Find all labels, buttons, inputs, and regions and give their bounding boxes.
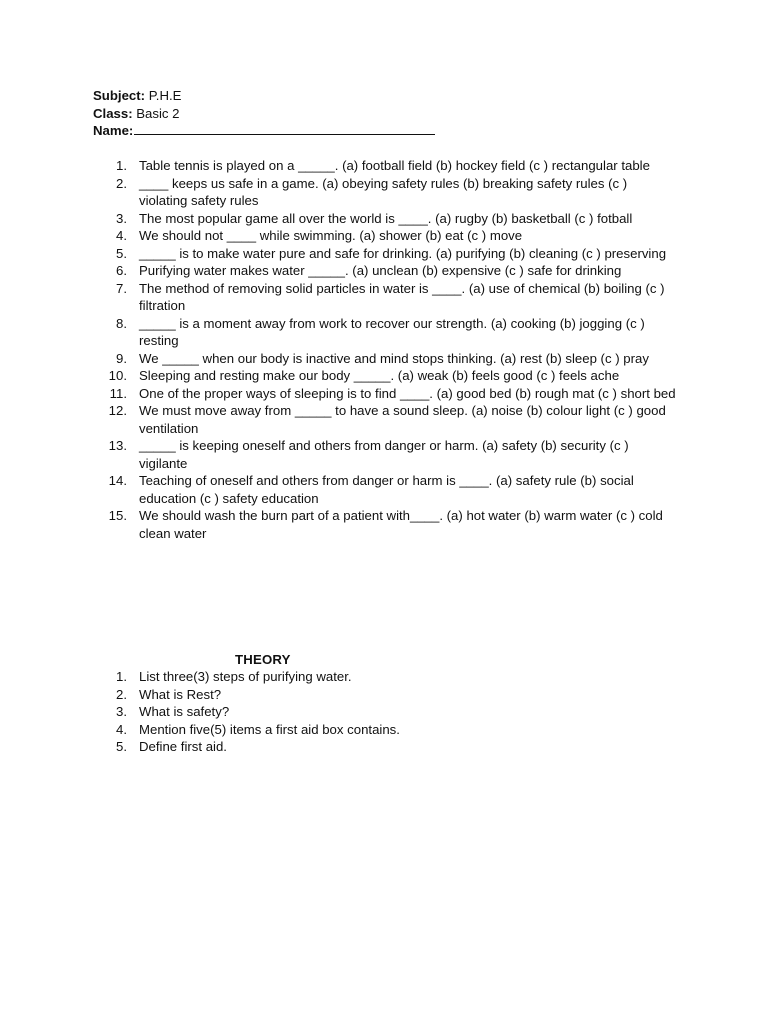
question-number: 3. — [116, 210, 127, 226]
question-item — [0, 507, 768, 542]
question-number: 11. — [109, 385, 127, 401]
name-label: Name: — [93, 123, 134, 138]
subject-value: P.H.E — [148, 88, 182, 103]
theory-number: 5. — [116, 739, 127, 754]
theory-questions-list — [0, 668, 768, 756]
question-item — [0, 175, 768, 210]
question-text: ____ keeps us safe in a game. (a) obeying safety rules (b) breaking safety rules (c ) violating safety rules — [139, 175, 628, 208]
theory-heading: THEORY — [235, 652, 291, 667]
question-text: We must move away from _____ to have a sound sleep. (a) noise (b) colour light (c ) good ventilation — [139, 403, 666, 436]
question-text: We should not ____ while swimming. (a) shower (b) eat (c ) move — [139, 228, 523, 243]
theory-item — [0, 738, 768, 756]
class-label: Class: — [93, 105, 133, 121]
theory-item — [0, 703, 768, 721]
question-item — [0, 210, 768, 228]
question-number: 1. — [116, 158, 127, 173]
theory-item — [0, 686, 768, 704]
name-blank-line — [134, 122, 435, 135]
question-item — [0, 437, 768, 472]
class-line — [93, 105, 435, 123]
question-number: 15. — [108, 508, 127, 523]
question-text: We _____ when our body is inactive and mind stops thinking. (a) rest (b) sleep (c ) pray — [139, 350, 649, 366]
theory-text: What is safety? — [139, 704, 230, 719]
question-number: 5. — [116, 245, 127, 261]
question-item — [0, 280, 768, 315]
question-item — [0, 157, 768, 175]
theory-number: 2. — [116, 686, 127, 702]
question-text: Sleeping and resting make our body _____. (a) weak (b) feels good (c ) feels ache — [139, 368, 620, 383]
question-item — [0, 245, 768, 263]
question-text: The method of removing solid particles in water is ____. (a) use of chemical (b) boiling (c ) filtration — [139, 280, 665, 313]
question-text: Table tennis is played on a _____. (a) football field (b) hockey field (c ) rectangular table — [139, 158, 650, 173]
question-text: _____ is a moment away from work to recover our strength. (a) cooking (b) jogging (c ) resting — [139, 315, 645, 348]
question-number: 7. — [116, 280, 127, 296]
class-value: Basic 2 — [136, 105, 180, 121]
question-number: 9. — [116, 350, 127, 366]
theory-text: Define first aid. — [139, 739, 227, 754]
question-text: We should wash the burn part of a patient with____. (a) hot water (b) warm water (c ) cold clean water — [139, 508, 663, 541]
question-item — [0, 472, 768, 507]
question-number: 12. — [108, 403, 127, 418]
question-text: The most popular game all over the world is ____. (a) rugby (b) basketball (c ) fotball — [139, 210, 633, 226]
worksheet-header — [93, 87, 435, 140]
question-item — [0, 227, 768, 245]
question-item — [0, 350, 768, 368]
question-text: Purifying water makes water _____. (a) unclean (b) expensive (c ) safe for drinking — [139, 263, 622, 278]
theory-text: Mention five(5) items a first aid box contains. — [139, 721, 400, 737]
question-number: 8. — [116, 315, 127, 331]
theory-item — [0, 721, 768, 739]
subject-label: Subject: — [93, 88, 146, 103]
question-number: 10. — [108, 368, 127, 383]
question-item — [0, 315, 768, 350]
question-text: _____ is keeping oneself and others from danger or harm. (a) safety (b) security (c ) vigilante — [139, 438, 629, 471]
question-number: 14. — [108, 473, 127, 488]
question-item — [0, 385, 768, 403]
question-number: 13. — [108, 438, 127, 453]
theory-item — [0, 668, 768, 686]
question-number: 2. — [116, 175, 127, 191]
theory-number: 1. — [116, 669, 127, 684]
question-text: Teaching of oneself and others from danger or harm is ____. (a) safety rule (b) social education (c ) safety education — [139, 473, 634, 506]
name-line — [93, 122, 435, 140]
question-item — [0, 262, 768, 280]
objective-questions-list — [0, 157, 768, 542]
theory-text: List three(3) steps of purifying water. — [139, 669, 352, 684]
theory-number: 4. — [116, 721, 127, 737]
question-item — [0, 367, 768, 385]
subject-line — [93, 87, 435, 105]
question-text: _____ is to make water pure and safe for drinking. (a) purifying (b) cleaning (c ) preserving — [139, 245, 667, 261]
question-number: 4. — [116, 228, 127, 243]
question-text: One of the proper ways of sleeping is to find ____. (a) good bed (b) rough mat (c ) short bed — [139, 385, 676, 401]
question-number: 6. — [116, 263, 127, 278]
theory-number: 3. — [116, 704, 127, 719]
theory-text: What is Rest? — [139, 686, 222, 702]
question-item — [0, 402, 768, 437]
